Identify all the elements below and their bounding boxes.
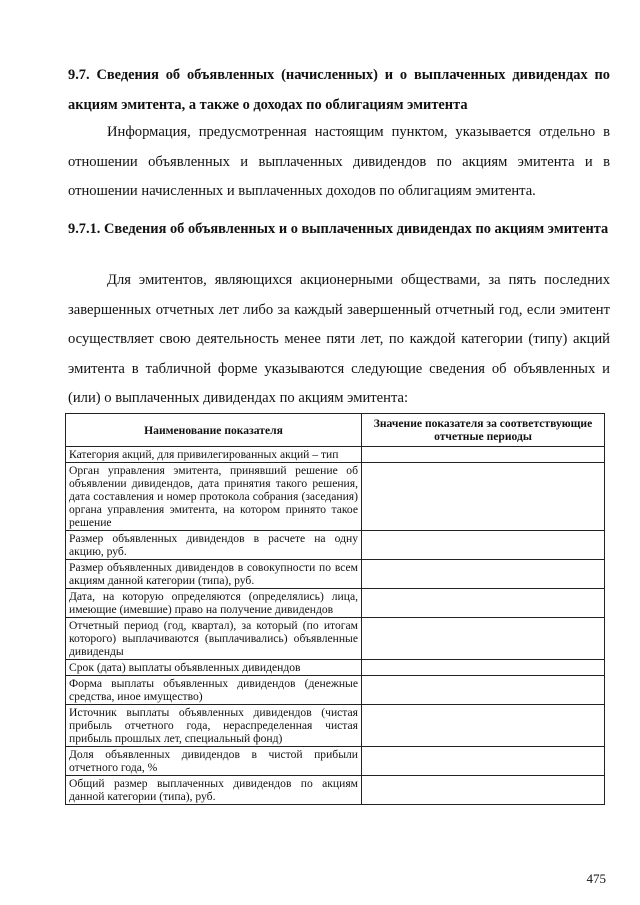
row-label: Размер объявленных дивидендов в расчете на одну акцию, руб. [66,531,362,560]
row-label: Орган управления эмитента, принявший решение об объявлении дивидендов, дата принятия такого решения, дата составления и номер протокола собрания (заседания) органа управления эмитента, на котором принято такое решение [66,463,362,531]
row-value [362,589,605,618]
subsection-heading: 9.7.1. Сведения об объявленных и о выплаченных дивидендах по акциям эмитента [68,221,609,237]
table-row [66,747,605,776]
row-label: Категория акций, для привилегированных акций – тип [66,447,362,463]
row-value [362,660,605,676]
table-row [66,776,605,805]
column-header-indicator: Наименование показателя [66,414,362,447]
section-heading: 9.7. Сведения об объявленных (начисленных) и о выплаченных дивидендах по акциям эмитента, а также о доходах по облигациям эмитента [68,67,610,113]
row-label: Размер объявленных дивидендов в совокупности по всем акциям данной категории (типа), руб. [66,560,362,589]
table-row [66,463,605,531]
table-row [66,660,605,676]
row-label: Форма выплаты объявленных дивидендов (денежные средства, иное имущество) [66,676,362,705]
page-number: 475 [586,871,606,886]
row-label: Источник выплаты объявленных дивидендов (чистая прибыль отчетного года, нераспределенная чистая прибыль прошлых лет, специальный фонд) [66,705,362,747]
row-label: Срок (дата) выплаты объявленных дивидендов [66,660,362,676]
row-label: Дата, на которую определяются (определялись) лица, имеющие (имевшие) право на получение дивидендов [66,589,362,618]
table-header-row [66,414,605,447]
row-value [362,705,605,747]
row-value [362,531,605,560]
row-label: Общий размер выплаченных дивидендов по акциям данной категории (типа), руб. [66,776,362,805]
table-row [66,705,605,747]
intro-paragraph: Информация, предусмотренная настоящим пунктом, указывается отдельно в отношении объявленных и выплаченных дивидендов по акциям эмитента и в отношении начисленных и выплаченных доходов по облигациям эмитента. [68,124,610,199]
row-label: Доля объявленных дивидендов в чистой прибыли отчетного года, % [66,747,362,776]
column-header-value: Значение показателя за соответствующие отчетные периоды [362,414,605,447]
dividends-table [65,413,605,805]
table-row [66,447,605,463]
row-value [362,776,605,805]
table-row [66,531,605,560]
row-label: Отчетный период (год, квартал), за который (по итогам которого) выплачиваются (выплачивались) объявленные дивиденды [66,618,362,660]
table-row [66,560,605,589]
row-value [362,676,605,705]
row-value [362,463,605,531]
row-value [362,747,605,776]
row-value [362,560,605,589]
row-value [362,618,605,660]
subsection-paragraph: Для эмитентов, являющихся акционерными обществами, за пять последних завершенных отчетных лет либо за каждый завершенный отчетный год, если эмитент осуществляет свою деятельность менее пяти лет, по каждой категории (типу) акций эмитента в табличной форме указываются следующие сведения об объявленных и (или) о выплаченных дивидендах по акциям эмитента: [68,272,610,406]
table-row [66,589,605,618]
row-value [362,447,605,463]
table-row [66,618,605,660]
table-row [66,676,605,705]
